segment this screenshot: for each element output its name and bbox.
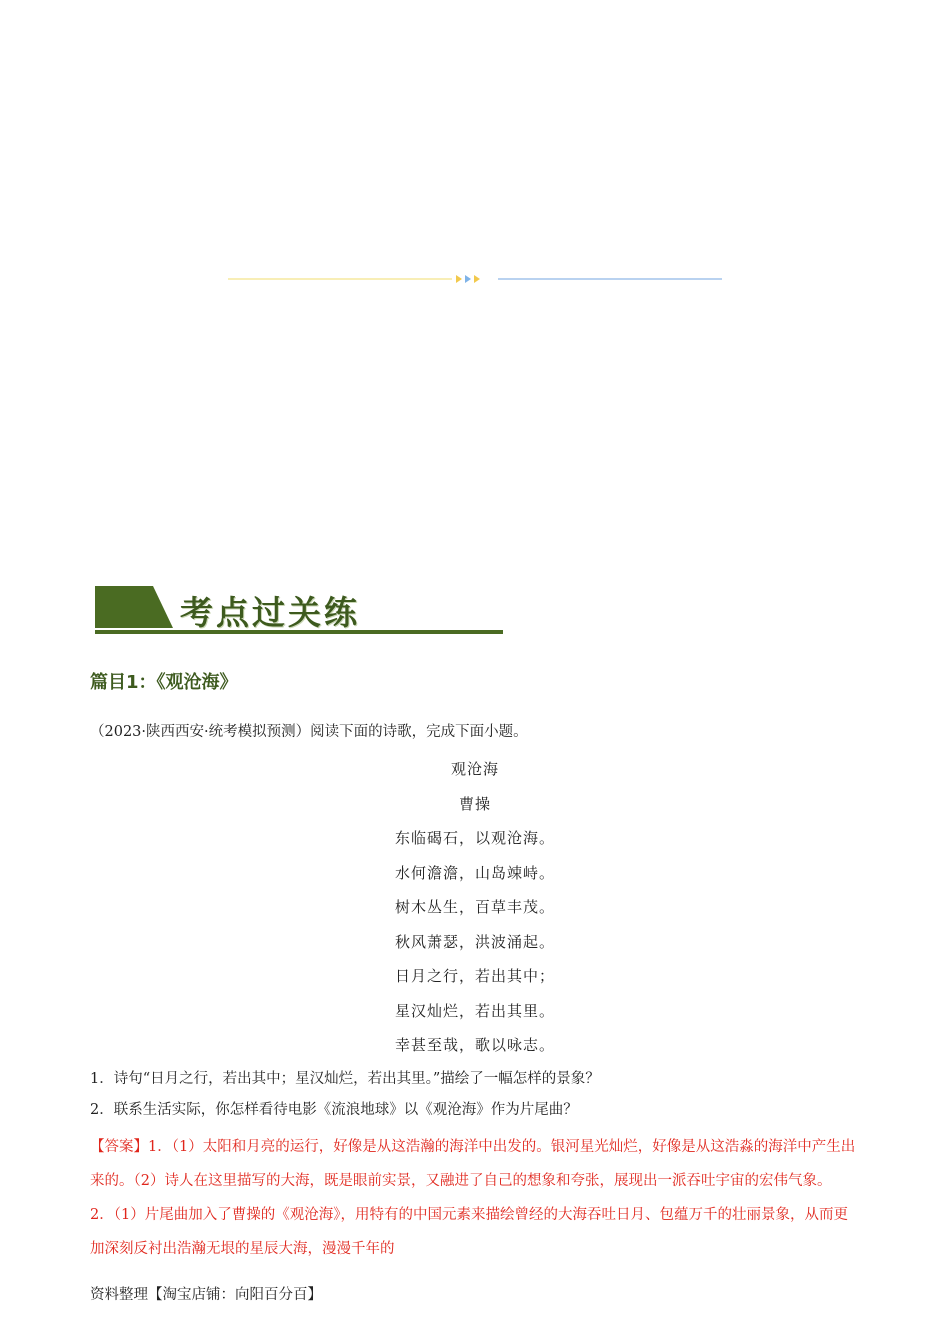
poem-line: 东临碣石，以观沧海。	[394, 829, 555, 847]
question-source: （2023·陕西西安·统考模拟预测）阅读下面的诗歌，完成下面小题。	[90, 724, 528, 740]
poem-author: 曹操	[458, 794, 491, 813]
answer-text: 1．（1）太阳和月亮的运行，好像是从这浩瀚的海洋中出发的。银河星光灿烂，好像是从这浩淼的海洋中产生出来的。（2）诗人在这里描写的大海，既是眼前实景，又融进了自己的想象和夸张，展现出一派吞吐宇宙的宏伟气象。 2．（1）片尾曲加入了曹操的《观沧海》，用特有的中国元素来描绘曾经的大海吞吐日月、包蕴万千的壮丽景象，从而更加深刻反衬出浩瀚无垠的星辰大海，漫漫千年的	[90, 1139, 856, 1257]
questions	[90, 1064, 860, 1126]
poem	[0, 752, 950, 1063]
poem-line: 树木丛生，百草丰茂。	[394, 898, 555, 916]
answer-label: 【答案】	[90, 1139, 148, 1155]
decorative-divider	[228, 270, 722, 288]
poem-line: 水何澹澹，山岛竦峙。	[394, 863, 555, 882]
poem-title: 观沧海	[450, 760, 499, 778]
poem-line: 星汉灿烂，若出其里。	[394, 1001, 555, 1020]
question-2: 2．联系生活实际，你怎样看待电影《流浪地球》以《观沧海》作为片尾曲？	[90, 1102, 578, 1118]
question-1: 1．诗句“日月之行，若出其中；星汉灿烂，若出其里。”描绘了一幅怎样的景象？	[90, 1071, 600, 1087]
footer-credit: 资料整理【淘宝店铺：向阳百分百】	[90, 1287, 322, 1303]
poem-line: 秋风萧瑟，洪波涌起。	[394, 932, 555, 951]
poem-line: 日月之行，若出其中；	[394, 967, 555, 985]
section-heading: 篇目1：《观沧海》	[90, 672, 238, 693]
banner-title: 考点过关练	[180, 593, 360, 632]
answer-block	[90, 1130, 860, 1266]
poem-line: 幸甚至哉，歌以咏志。	[394, 1036, 555, 1054]
